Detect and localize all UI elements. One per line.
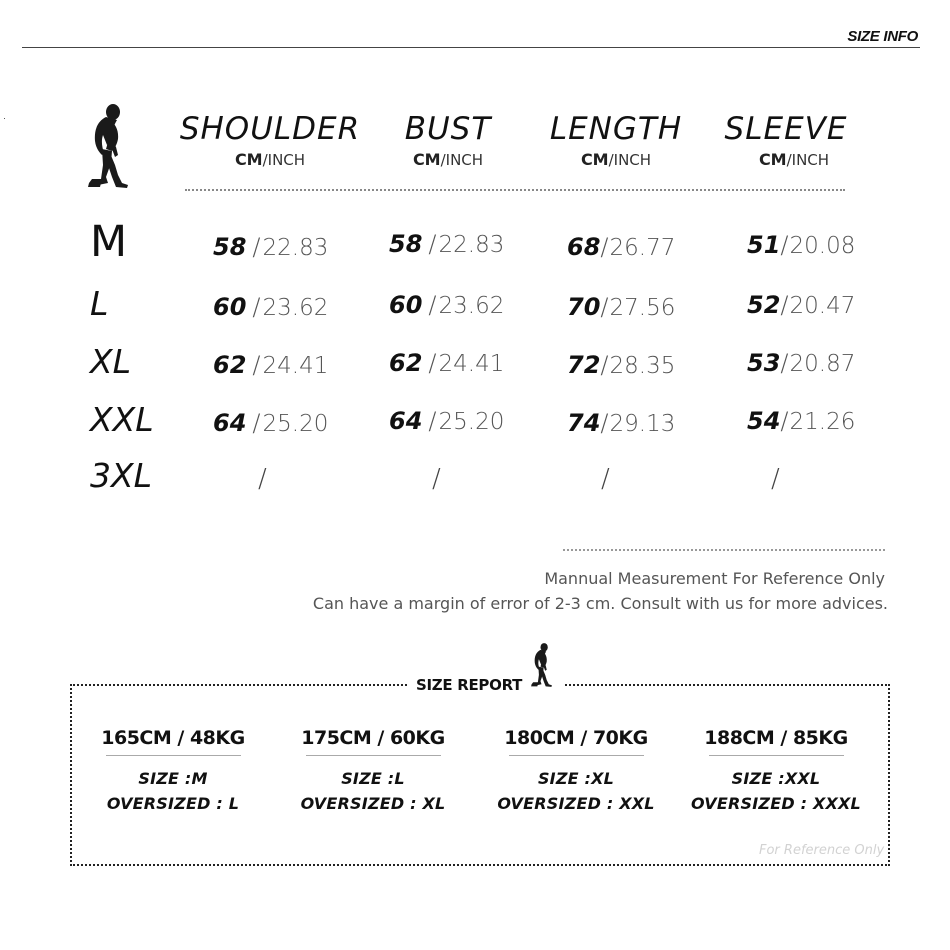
- bust-cell: /: [432, 464, 441, 494]
- size-label: 3XL: [90, 456, 152, 495]
- note-dotted-divider: [563, 549, 885, 551]
- recommended-size: SIZE :M: [138, 769, 208, 788]
- length-cell: 70/27.56: [567, 293, 676, 321]
- sleeve-cell: /: [771, 464, 780, 494]
- entry-divider: [709, 755, 844, 756]
- shoulder-cell: 64 /25.20: [213, 409, 329, 437]
- report-entry: [676, 724, 876, 816]
- oversized-size: OVERSIZED : XXL: [497, 794, 655, 813]
- margin-of-error-note: Can have a margin of error of 2-3 cm. Consult with us for more advices.: [312, 594, 888, 613]
- bust-cell: 58 /22.83: [389, 230, 505, 258]
- recommended-size: SIZE :XXL: [731, 769, 821, 788]
- header-divider: [22, 47, 920, 48]
- bust-cell: 62 /24.41: [389, 349, 505, 377]
- body-stats: 175CM / 60KG: [301, 727, 445, 749]
- size-row-l: [0, 284, 950, 342]
- walking-figure-icon: [529, 641, 553, 689]
- col-header-sleeve: [686, 110, 886, 172]
- body-stats: 165CM / 48KG: [101, 727, 245, 749]
- shoulder-cell: 58 /22.83: [213, 233, 329, 261]
- size-label: L: [90, 284, 109, 323]
- size-row-xl: [0, 342, 950, 400]
- shoulder-cell: 62 /24.41: [213, 351, 329, 379]
- col-unit: CM/INCH: [758, 150, 830, 169]
- col-unit: CM/INCH: [580, 150, 652, 169]
- report-entry: [273, 724, 473, 816]
- size-row-3xl: [0, 456, 950, 514]
- col-header-shoulder: [170, 110, 370, 172]
- report-entry: [73, 724, 273, 816]
- col-name: SLEEVE: [724, 111, 848, 147]
- entry-divider: [306, 755, 441, 756]
- col-name: SHOULDER: [179, 111, 361, 147]
- body-stats: 180CM / 70KG: [504, 727, 648, 749]
- length-cell: 72/28.35: [567, 351, 676, 379]
- oversized-size: OVERSIZED : L: [106, 794, 240, 813]
- size-label: XL: [90, 342, 131, 381]
- sleeve-cell: 52/20.47: [747, 291, 856, 319]
- recommended-size: SIZE :XL: [537, 769, 615, 788]
- size-info-title: SIZE INFO: [847, 28, 918, 45]
- stray-dot: [4, 118, 5, 119]
- entry-divider: [509, 755, 644, 756]
- oversized-size: OVERSIZED : XXXL: [691, 794, 861, 813]
- entry-divider: [106, 755, 241, 756]
- length-cell: 74/29.13: [567, 409, 676, 437]
- measurement-note: Mannual Measurement For Reference Only: [544, 569, 885, 588]
- shoulder-cell: /: [258, 464, 267, 494]
- oversized-size: OVERSIZED : XL: [300, 794, 446, 813]
- col-name: LENGTH: [549, 111, 683, 147]
- walking-figure-icon: [84, 103, 130, 189]
- size-label: XXL: [90, 400, 154, 439]
- size-row-xxl: [0, 400, 950, 458]
- sleeve-cell: 51/20.08: [747, 231, 856, 259]
- bust-cell: 60 /23.62: [389, 291, 505, 319]
- recommended-size: SIZE :L: [341, 769, 405, 788]
- col-name: BUST: [404, 111, 492, 147]
- bust-cell: 64 /25.20: [389, 407, 505, 435]
- size-label: M: [90, 217, 128, 267]
- report-entry: [476, 724, 676, 816]
- reference-only-watermark: For Reference Only: [759, 843, 885, 858]
- size-row-m: [0, 217, 950, 282]
- sleeve-cell: 54/21.26: [747, 407, 856, 435]
- col-unit: CM/INCH: [412, 150, 484, 169]
- length-cell: /: [601, 464, 610, 494]
- length-cell: 68/26.77: [567, 233, 676, 261]
- shoulder-cell: 60 /23.62: [213, 293, 329, 321]
- header-dotted-divider: [185, 189, 845, 191]
- sleeve-cell: 53/20.87: [747, 349, 856, 377]
- col-unit: CM/INCH: [234, 150, 306, 169]
- body-stats: 188CM / 85KG: [704, 727, 848, 749]
- size-report-title: SIZE REPORT: [416, 676, 523, 694]
